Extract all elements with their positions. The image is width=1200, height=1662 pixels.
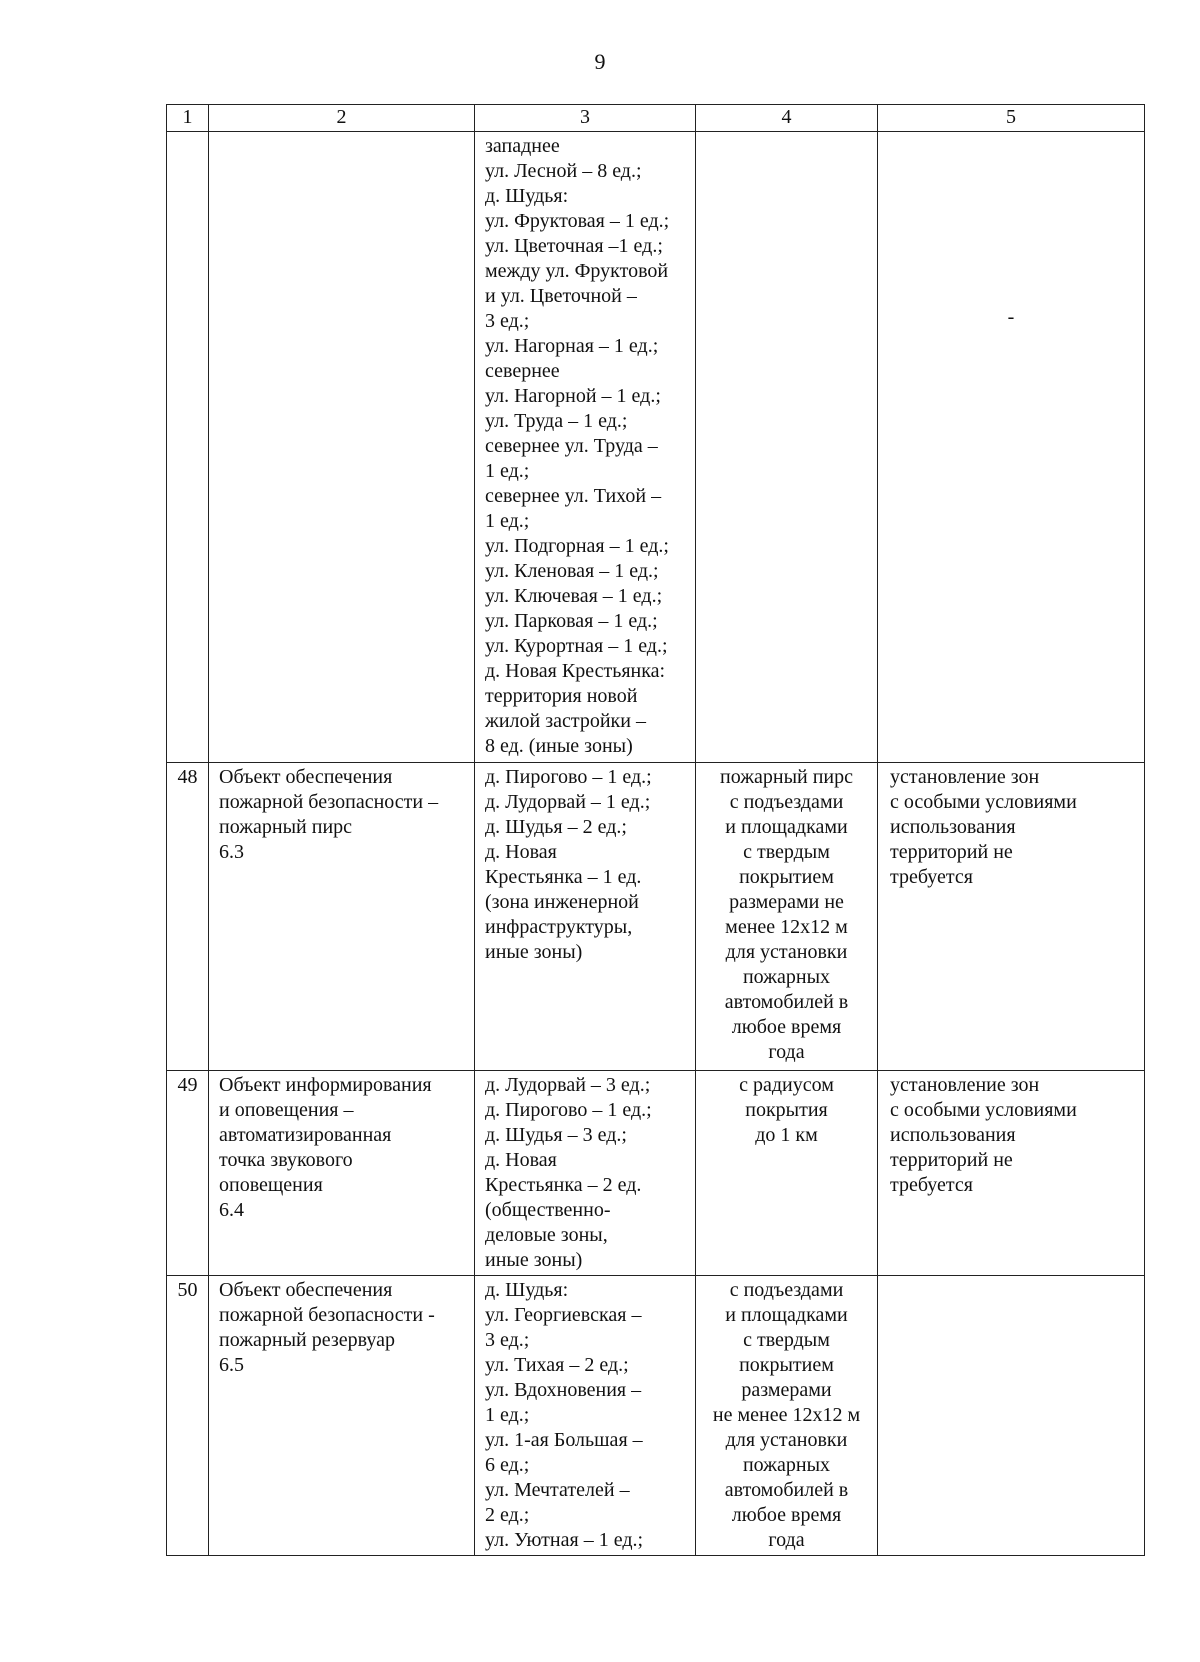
object-cell: [209, 1276, 475, 1556]
cell-line: автомобилей в: [724, 1479, 849, 1501]
cell-line: 6.5: [219, 1354, 244, 1376]
cell-line: 6.4: [219, 1199, 244, 1221]
cell-line: д. Пирогово – 1 ед.;: [485, 1099, 652, 1121]
cell-line: ул. Фруктовая – 1 ед.;: [485, 210, 670, 232]
zones-cell: [878, 132, 1145, 763]
cell-line: до 1 км: [755, 1124, 818, 1146]
cell-line: иные зоны): [485, 1249, 583, 1271]
cell-line: ул. Цветочная –1 ед.;: [485, 235, 663, 257]
cell-line: ул. Мечтателей –: [485, 1479, 630, 1501]
cell-line: размерами не: [729, 891, 844, 913]
cell-line: менее 12х12 м: [725, 916, 848, 938]
cell-line: оповещения: [219, 1174, 323, 1196]
cell-line: 2 ед.;: [485, 1504, 530, 1526]
cell-line: Крестьянка – 2 ед.: [485, 1174, 642, 1196]
cell-line: с твердым: [743, 1329, 830, 1351]
cell-line: автоматизированная: [219, 1124, 392, 1146]
cell-line: ул. Кленовая – 1 ед.;: [485, 560, 659, 582]
cell-line: жилой застройки –: [485, 710, 646, 732]
cell-line: установление зон: [890, 1074, 1040, 1096]
cell-line: инфраструктуры,: [485, 916, 633, 938]
cell-line: ул. Подгорная – 1 ед.;: [485, 535, 669, 557]
cell-line: пожарный пирс: [719, 766, 854, 788]
header-cell-4: 4: [696, 105, 878, 132]
cell-line: установление зон: [890, 766, 1040, 788]
cell-line: 6 ед.;: [485, 1454, 530, 1476]
characteristics-cell: [696, 763, 878, 1071]
cell-line: ул. Лесной – 8 ед.;: [485, 160, 642, 182]
characteristics-cell: [696, 1071, 878, 1276]
cell-line: года: [768, 1041, 805, 1063]
table-row-49: [167, 1071, 1145, 1276]
header-cell-1: 1: [167, 105, 209, 132]
table-row-continuation: [167, 132, 1145, 763]
cell-line: пожарных: [742, 1454, 831, 1476]
cell-line: покрытия: [745, 1099, 828, 1121]
cell-line: с особыми условиями: [890, 791, 1077, 813]
cell-line: территорий не: [890, 1149, 1013, 1171]
characteristics-cell: [696, 1276, 878, 1556]
cell-line: севернее: [485, 360, 560, 382]
cell-line: использования: [890, 816, 1016, 838]
cell-line: ул. Уютная – 1 ед.;: [485, 1529, 644, 1551]
cell-line: д. Шудья – 3 ед.;: [485, 1124, 627, 1146]
cell-line: ул. Труда – 1 ед.;: [485, 410, 628, 432]
cell-line: Крестьянка – 1 ед.: [485, 866, 642, 888]
cell-line: точка звукового: [219, 1149, 353, 1171]
cell-line: д. Лудорвай – 1 ед.;: [485, 791, 651, 813]
table-row-48: [167, 763, 1145, 1071]
cell-line: пожарный резервуар: [219, 1329, 396, 1351]
cell-line: и оповещения –: [219, 1099, 354, 1121]
cell-line: ул. Нагорная – 1 ед.;: [485, 335, 659, 357]
cell-line: 8 ед. (иные зоны): [485, 735, 633, 757]
cell-line: ул. Вдохновения –: [485, 1379, 642, 1401]
cell-line: д. Лудорвай – 3 ед.;: [485, 1074, 651, 1096]
location-cell: [475, 1071, 696, 1276]
cell-line: 1 ед.;: [485, 1404, 530, 1426]
cell-line: ул. Нагорной – 1 ед.;: [485, 385, 661, 407]
row-number-cell: [167, 132, 209, 763]
cell-line: 1 ед.;: [485, 460, 530, 482]
object-cell: [209, 1071, 475, 1276]
table-header-row: [167, 105, 1145, 132]
cell-line: 1 ед.;: [485, 510, 530, 532]
cell-line: Объект обеспечения: [219, 766, 393, 788]
row-number-cell: 48: [167, 763, 209, 1071]
cell-line: с подъездами: [729, 1279, 844, 1301]
cell-line: д. Шудья – 2 ед.;: [485, 816, 627, 838]
header-cell-2: 2: [209, 105, 475, 132]
object-cell: [209, 132, 475, 763]
cell-line: пожарных: [742, 966, 831, 988]
cell-line: д. Шудья:: [485, 1279, 569, 1301]
row-number-cell: 50: [167, 1276, 209, 1556]
row-number-cell: 49: [167, 1071, 209, 1276]
header-cell-5: 5: [878, 105, 1145, 132]
cell-line: д. Новая: [485, 841, 557, 863]
zones-dash: -: [1007, 305, 1015, 328]
cell-line: д. Новая Крестьянка:: [485, 660, 666, 682]
cell-line: ул. Ключевая – 1 ед.;: [485, 585, 663, 607]
cell-line: пожарной безопасности -: [219, 1304, 435, 1326]
cell-line: любое время: [731, 1504, 842, 1526]
location-cell: [475, 132, 696, 763]
cell-line: 3 ед.;: [485, 310, 530, 332]
cell-line: иные зоны): [485, 941, 583, 963]
cell-line: ул. 1-ая Большая –: [485, 1429, 643, 1451]
cell-line: не менее 12х12 м: [712, 1404, 861, 1426]
cell-line: ул. Георгиевская –: [485, 1304, 642, 1326]
cell-line: любое время: [731, 1016, 842, 1038]
cell-line: для установки: [725, 1429, 848, 1451]
location-cell: [475, 763, 696, 1071]
zones-cell: [878, 1071, 1145, 1276]
cell-line: деловые зоны,: [485, 1224, 608, 1246]
cell-line: ул. Парковая – 1 ед.;: [485, 610, 658, 632]
cell-line: (общественно-: [485, 1199, 611, 1221]
cell-line: 6.3: [219, 841, 244, 863]
cell-line: покрытием: [739, 1354, 834, 1376]
cell-line: с подъездами: [729, 791, 844, 813]
zones-cell: [878, 763, 1145, 1071]
cell-line: автомобилей в: [724, 991, 849, 1013]
table-row-50: [167, 1276, 1145, 1556]
cell-line: территорий не: [890, 841, 1013, 863]
cell-line: и площадками: [725, 1304, 848, 1326]
cell-line: использования: [890, 1124, 1016, 1146]
cell-line: размерами: [741, 1379, 832, 1401]
cell-line: Объект обеспечения: [219, 1279, 393, 1301]
cell-line: пожарной безопасности –: [219, 791, 439, 813]
cell-line: требуется: [890, 866, 973, 888]
cell-line: между ул. Фруктовой: [485, 260, 669, 282]
cell-line: ул. Тихая – 2 ед.;: [485, 1354, 629, 1376]
location-cell: [475, 1276, 696, 1556]
cell-line: года: [768, 1529, 805, 1551]
cell-line: Объект информирования: [219, 1074, 432, 1096]
cell-line: территория новой: [485, 685, 638, 707]
page-number: 9: [594, 49, 606, 74]
cell-line: с радиусом: [739, 1074, 834, 1096]
cell-line: требуется: [890, 1174, 973, 1196]
object-cell: [209, 763, 475, 1071]
cell-line: д. Новая: [485, 1149, 557, 1171]
cell-line: ул. Курортная – 1 ед.;: [485, 635, 668, 657]
cell-line: с особыми условиями: [890, 1099, 1077, 1121]
characteristics-cell: [696, 132, 878, 763]
document-table: [166, 104, 1145, 1556]
cell-line: покрытием: [739, 866, 834, 888]
cell-line: д. Шудья:: [485, 185, 569, 207]
cell-line: западнее: [485, 135, 560, 157]
header-cell-3: 3: [475, 105, 696, 132]
cell-line: и площадками: [725, 816, 848, 838]
cell-line: пожарный пирс: [219, 816, 353, 838]
cell-line: д. Пирогово – 1 ед.;: [485, 766, 652, 788]
cell-line: севернее ул. Труда –: [485, 435, 658, 457]
cell-line: (зона инженерной: [485, 891, 639, 913]
cell-line: с твердым: [743, 841, 830, 863]
cell-line: 3 ед.;: [485, 1329, 530, 1351]
cell-line: севернее ул. Тихой –: [485, 485, 662, 507]
zones-cell: [878, 1276, 1145, 1556]
cell-line: для установки: [725, 941, 848, 963]
cell-line: и ул. Цветочной –: [485, 285, 637, 307]
